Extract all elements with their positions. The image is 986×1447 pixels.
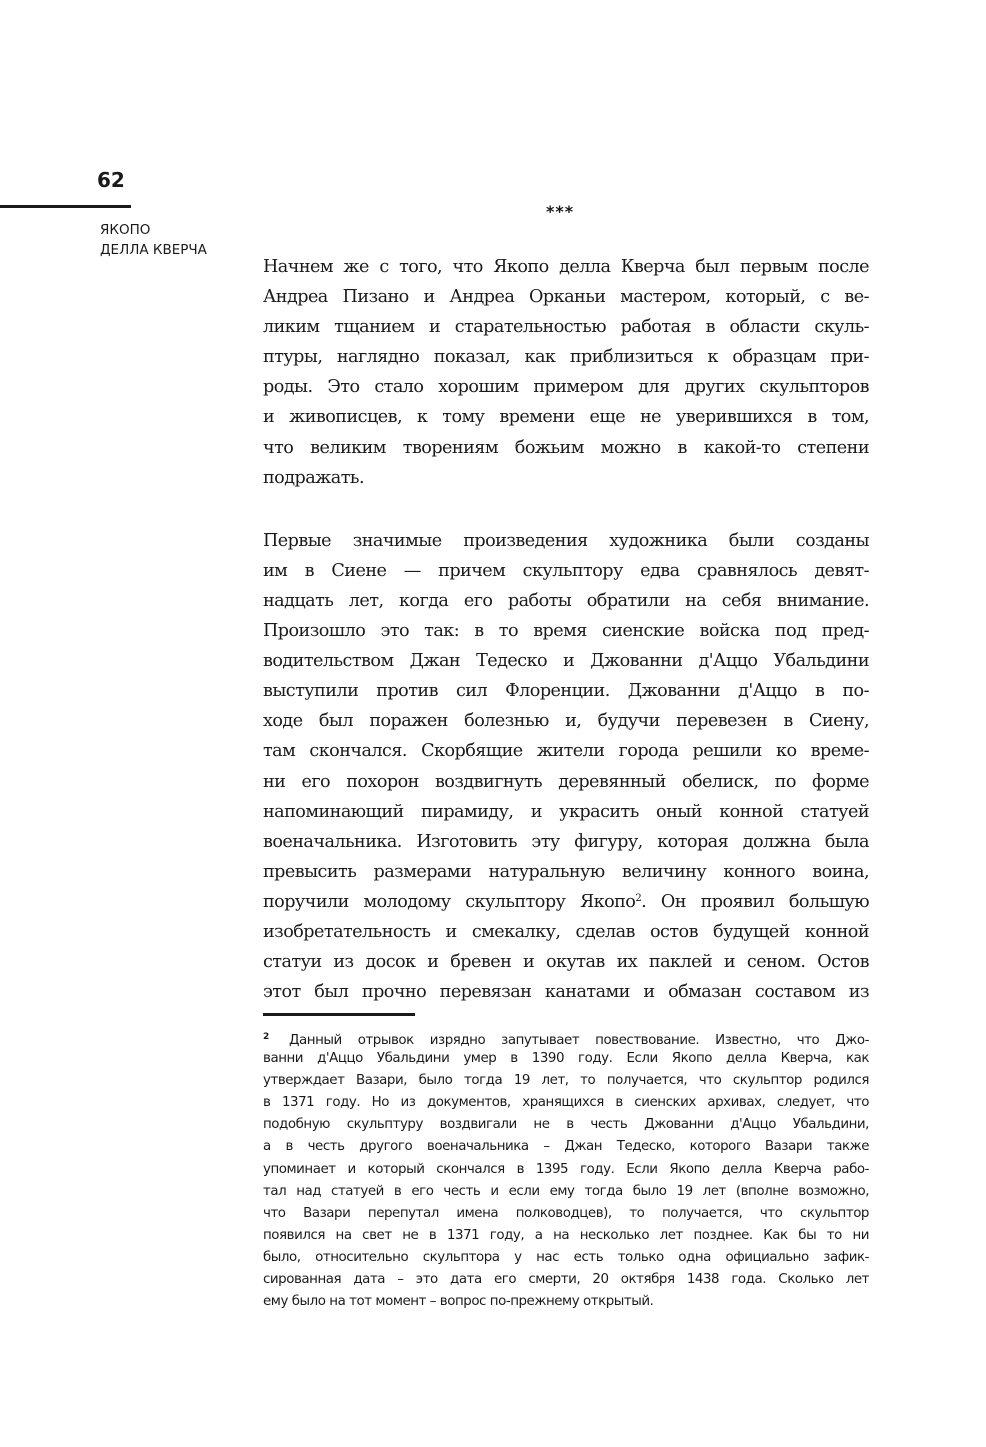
footnote-line: что Вазари перепутал имена полководцев), то получается, что скульптор [263,1205,869,1221]
footnote-line: упоминает и который скончался в 1395 году. Если Якопо делла Кверча рабо- [263,1161,869,1177]
footnote-line: ванни д'Аццо Убальдини умер в 1390 году. Если Якопо делла Кверча, как [263,1051,869,1067]
text-line: Произошло это так: в то время сиенские войска под пред- [263,621,869,642]
footnote-line: ему было на тот момент – вопрос по-прежнему открытый. [263,1294,654,1310]
text-line: и живописцев, к тому времени еще не уверившихся в том, [263,407,869,428]
footnote-line: утверждает Вазари, было тогда 19 лет, то получается, что скульптор родился [263,1073,869,1089]
text-line: этот был прочно перевязан канатами и обмазан составом из [263,982,869,1003]
text-line: ходе был поражен болезнью и, будучи перевезен в Сиену, [263,711,869,732]
text-line: там скончался. Скорбящие жители города решили ко време- [263,741,869,762]
paragraph-spacer [263,493,869,526]
footnote-line: а в честь другого военачальника – Джан Тедеско, которого Вазари также [263,1139,869,1155]
text-line: водительством Джан Тедеско и Джованни д'Аццо Убальдини [263,651,869,672]
body-text [263,252,869,1007]
text-line: превысить размерами натуральную величину конного воина, [263,861,869,882]
text-line: что великим творениям божьим можно в какой-то степени [263,437,869,458]
text-line: подражать. [263,467,364,488]
footnote [263,1026,869,1313]
text-line: Андреа Пизано и Андреа Орканьи мастером, который, с ве- [263,287,869,308]
text-line: роды. Это стало хорошим примером для других скульпторов [263,377,869,398]
section-break-asterisks: *** [546,202,575,221]
text-line: Первые значимые произведения художника были созданы [263,530,869,551]
text-line: ликим тщанием и старательностью работая в области скуль- [263,317,869,338]
text-line: им в Сиене — причем скульптору едва сравнялось девят- [263,560,869,581]
running-head-line: ДЕЛЛА КВЕРЧА [100,242,207,258]
footnote-line: было, относительно скульптора у нас есть только одна официально зафик- [263,1249,869,1265]
footnote-rule [263,1013,415,1016]
text-line: статуи из досок и бревен и окутав их паклей и сеном. Остов [263,952,869,973]
text-line: ни его похорон воздвигнуть деревянный обелиск, по форме [263,771,869,792]
text-line: надцать лет, когда его работы обратили на себя внимание. [263,590,869,611]
paragraph-2 [263,526,869,1008]
text-line: изобретательность и смекалку, сделав остов будущей конной [263,921,869,942]
header-rule [0,205,131,208]
text-line: военачальника. Изготовить эту фигуру, которая должна была [263,831,869,852]
running-head [100,220,207,260]
footnote-text: Данный отрывок изрядно запутывает повествование. Известно, что Джо- [289,1033,869,1048]
footnote-line: появился на свет не в 1371 году, а на несколько лет позднее. Как бы то ни [263,1227,869,1243]
page-number: 62 [97,168,125,192]
running-head-line: ЯКОПО [100,222,151,238]
footnote-line [263,1026,869,1048]
footnote-line: тал над статуей в его честь и если ему тогда было 19 лет (вполне возможно, [263,1183,869,1199]
text-line: Начнем же с того, что Якопо делла Кверча был первым после [263,257,869,277]
footnote-reference[interactable]: 2 [635,892,642,904]
text-line-with-footnote-ref [263,887,869,917]
footnote-line: подобную скульптуру воздвигали не в честь Джованни д'Аццо Убальдини, [263,1117,869,1133]
text-line: напоминающий пирамиду, и украсить оный конной статуей [263,801,869,822]
text-segment: . Он проявил большую [641,891,869,912]
footnote-line: в 1371 году. Но из документов, хранящихся в сиенских архивах, следует, что [263,1095,869,1111]
text-line: выступили против сил Флоренции. Джованни д'Аццо в по- [263,681,869,702]
footnote-marker: 2 [263,1032,269,1042]
text-segment: поручили молодому скульптору Якопо [263,891,636,912]
paragraph-1 [263,252,869,493]
text-line: птуры, наглядно показал, как приблизиться к образцам при- [263,347,869,368]
footnote-line: сированная дата – это дата его смерти, 20 октября 1438 года. Сколько лет [263,1272,869,1288]
